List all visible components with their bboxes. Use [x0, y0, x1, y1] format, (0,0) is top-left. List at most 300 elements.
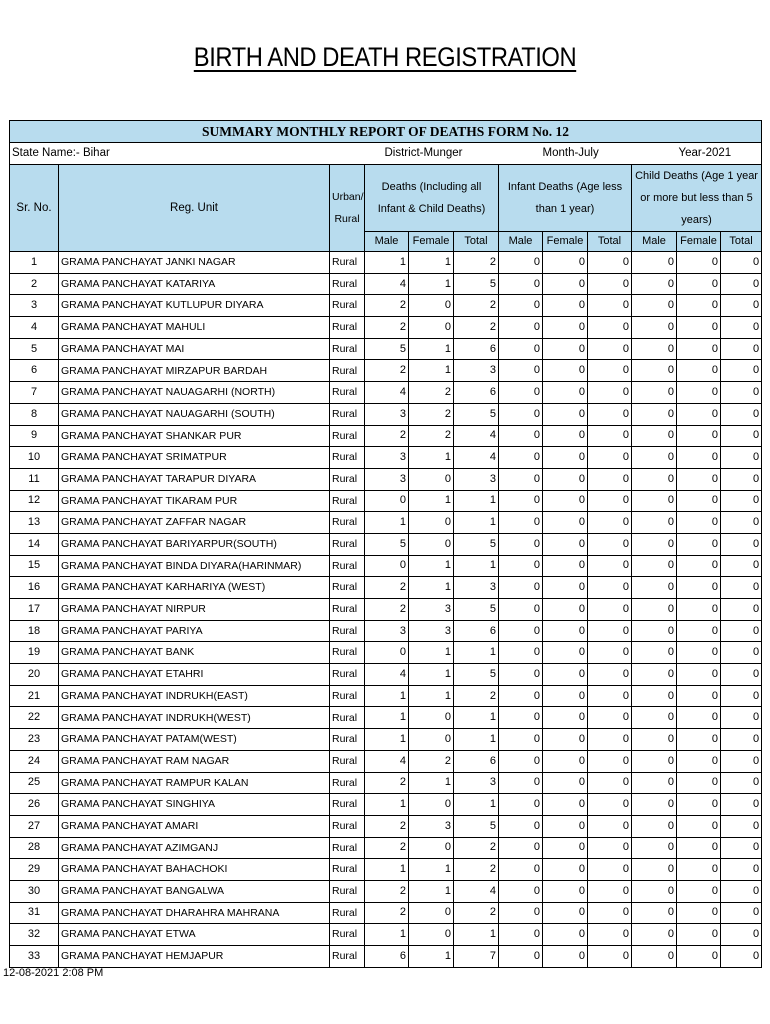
cell-reg-unit: GRAMA PANCHAYAT ZAFFAR NAGAR	[59, 512, 330, 534]
cell-sr-no: 11	[10, 468, 59, 490]
cell-count: 3	[365, 403, 409, 425]
report-title: SUMMARY MONTHLY REPORT OF DEATHS FORM No. 12	[10, 121, 762, 143]
table-row	[10, 946, 762, 968]
cell-count: 5	[454, 533, 499, 555]
cell-urban-rural: Rural	[330, 859, 365, 881]
cell-count: 3	[409, 815, 454, 837]
cell-reg-unit: GRAMA PANCHAYAT SINGHIYA	[59, 794, 330, 816]
cell-urban-rural: Rural	[330, 252, 365, 274]
cell-count: 0	[588, 859, 632, 881]
cell-count: 0	[409, 317, 454, 339]
cell-count: 1	[409, 946, 454, 968]
cell-reg-unit: GRAMA PANCHAYAT BINDA DIYARA(HARINMAR)	[59, 555, 330, 577]
cell-urban-rural: Rural	[330, 533, 365, 555]
cell-count: 2	[454, 317, 499, 339]
cell-count: 6	[454, 750, 499, 772]
cell-count: 0	[543, 382, 588, 404]
cell-count: 0	[499, 946, 543, 968]
cell-count: 0	[409, 707, 454, 729]
cell-sr-no: 30	[10, 880, 59, 902]
cell-count: 7	[454, 946, 499, 968]
cell-count: 0	[721, 577, 762, 599]
cell-count: 1	[365, 252, 409, 274]
cell-count: 1	[454, 512, 499, 534]
table-row	[10, 533, 762, 555]
cell-sr-no: 7	[10, 382, 59, 404]
cell-count: 0	[409, 794, 454, 816]
cell-sr-no: 33	[10, 946, 59, 968]
cell-count: 0	[632, 707, 677, 729]
cell-count: 0	[588, 295, 632, 317]
cell-count: 2	[365, 815, 409, 837]
cell-count: 0	[677, 924, 721, 946]
cell-reg-unit: GRAMA PANCHAYAT INDRUKH(WEST)	[59, 707, 330, 729]
cell-count: 0	[543, 252, 588, 274]
cell-urban-rural: Rural	[330, 512, 365, 534]
table-row	[10, 468, 762, 490]
cell-reg-unit: GRAMA PANCHAYAT HEMJAPUR	[59, 946, 330, 968]
cell-count: 1	[454, 794, 499, 816]
cell-count: 0	[499, 403, 543, 425]
cell-count: 0	[588, 512, 632, 534]
cell-count: 2	[409, 403, 454, 425]
col-urban-rural: Urban/ Rural	[330, 165, 365, 252]
cell-count: 0	[543, 750, 588, 772]
cell-count: 0	[721, 468, 762, 490]
cell-count: 0	[721, 794, 762, 816]
col-sr-no: Sr. No.	[10, 165, 59, 252]
cell-sr-no: 2	[10, 273, 59, 295]
cell-count: 1	[409, 685, 454, 707]
cell-count: 0	[677, 533, 721, 555]
table-row	[10, 902, 762, 924]
cell-count: 5	[454, 403, 499, 425]
cell-count: 0	[543, 577, 588, 599]
cell-count: 4	[365, 750, 409, 772]
cell-count: 0	[677, 902, 721, 924]
table-row	[10, 664, 762, 686]
cell-count: 0	[677, 490, 721, 512]
cell-count: 0	[632, 403, 677, 425]
cell-reg-unit: GRAMA PANCHAYAT NIRPUR	[59, 599, 330, 621]
state-name: State Name:- Bihar	[10, 143, 365, 165]
cell-count: 1	[454, 490, 499, 512]
cell-count: 0	[499, 642, 543, 664]
cell-count: 2	[365, 772, 409, 794]
cell-sr-no: 5	[10, 338, 59, 360]
cell-count: 0	[543, 859, 588, 881]
cell-count: 0	[499, 837, 543, 859]
cell-count: 1	[409, 360, 454, 382]
cell-count: 0	[632, 273, 677, 295]
cell-sr-no: 26	[10, 794, 59, 816]
cell-urban-rural: Rural	[330, 468, 365, 490]
cell-count: 0	[721, 664, 762, 686]
cell-count: 0	[499, 252, 543, 274]
cell-urban-rural: Rural	[330, 577, 365, 599]
cell-count: 0	[632, 946, 677, 968]
cell-urban-rural: Rural	[330, 447, 365, 469]
cell-count: 0	[499, 512, 543, 534]
cell-count: 0	[632, 447, 677, 469]
cell-urban-rural: Rural	[330, 750, 365, 772]
col-child-total: Total	[721, 232, 762, 252]
cell-count: 3	[409, 599, 454, 621]
col-infant-total: Total	[588, 232, 632, 252]
cell-count: 0	[632, 772, 677, 794]
cell-count: 0	[409, 902, 454, 924]
cell-count: 1	[365, 794, 409, 816]
cell-count: 1	[365, 859, 409, 881]
report-month: Month-July	[542, 146, 599, 159]
cell-count: 0	[588, 664, 632, 686]
cell-urban-rural: Rural	[330, 664, 365, 686]
cell-count: 2	[454, 859, 499, 881]
cell-count: 0	[588, 880, 632, 902]
cell-count: 0	[588, 425, 632, 447]
cell-reg-unit: GRAMA PANCHAYAT ETAHRI	[59, 664, 330, 686]
cell-count: 0	[588, 685, 632, 707]
deaths-report-table	[9, 120, 762, 968]
cell-count: 0	[677, 252, 721, 274]
cell-sr-no: 10	[10, 447, 59, 469]
cell-count: 0	[677, 512, 721, 534]
cell-sr-no: 9	[10, 425, 59, 447]
cell-count: 0	[499, 338, 543, 360]
cell-count: 0	[677, 620, 721, 642]
cell-urban-rural: Rural	[330, 403, 365, 425]
cell-count: 2	[409, 750, 454, 772]
cell-count: 0	[721, 685, 762, 707]
cell-count: 1	[454, 642, 499, 664]
cell-sr-no: 3	[10, 295, 59, 317]
cell-count: 1	[409, 447, 454, 469]
cell-count: 0	[677, 642, 721, 664]
cell-count: 0	[499, 772, 543, 794]
cell-count: 0	[721, 750, 762, 772]
district-name: District-Munger	[384, 146, 463, 159]
cell-count: 5	[454, 599, 499, 621]
cell-count: 0	[588, 555, 632, 577]
cell-count: 0	[632, 252, 677, 274]
cell-urban-rural: Rural	[330, 490, 365, 512]
cell-count: 0	[677, 750, 721, 772]
cell-count: 0	[499, 317, 543, 339]
table-row	[10, 252, 762, 274]
cell-count: 0	[632, 750, 677, 772]
cell-count: 4	[454, 425, 499, 447]
table-row	[10, 295, 762, 317]
cell-count: 0	[632, 555, 677, 577]
cell-count: 0	[588, 403, 632, 425]
cell-reg-unit: GRAMA PANCHAYAT MIRZAPUR BARDAH	[59, 360, 330, 382]
cell-count: 1	[409, 642, 454, 664]
cell-count: 1	[454, 729, 499, 751]
cell-count: 0	[588, 273, 632, 295]
cell-sr-no: 21	[10, 685, 59, 707]
table-row	[10, 924, 762, 946]
cell-urban-rural: Rural	[330, 338, 365, 360]
cell-sr-no: 24	[10, 750, 59, 772]
table-row	[10, 880, 762, 902]
cell-count: 1	[409, 555, 454, 577]
cell-count: 0	[499, 490, 543, 512]
cell-urban-rural: Rural	[330, 837, 365, 859]
cell-reg-unit: GRAMA PANCHAYAT DHARAHRA MAHRANA	[59, 902, 330, 924]
cell-count: 0	[632, 837, 677, 859]
cell-count: 0	[677, 425, 721, 447]
cell-count: 0	[543, 468, 588, 490]
cell-count: 0	[588, 382, 632, 404]
cell-count: 0	[632, 338, 677, 360]
col-group-child: Child Deaths (Age 1 year or more but less than 5 years)	[632, 165, 762, 232]
cell-count: 2	[454, 252, 499, 274]
cell-count: 2	[365, 295, 409, 317]
cell-count: 1	[409, 664, 454, 686]
cell-reg-unit: GRAMA PANCHAYAT KARHARIYA (WEST)	[59, 577, 330, 599]
table-row	[10, 685, 762, 707]
cell-count: 0	[632, 317, 677, 339]
cell-count: 1	[454, 924, 499, 946]
cell-count: 0	[721, 946, 762, 968]
cell-count: 0	[721, 425, 762, 447]
cell-count: 2	[365, 837, 409, 859]
footer-timestamp: 12-08-2021 2:08 PM	[3, 967, 104, 979]
cell-count: 0	[543, 425, 588, 447]
table-row	[10, 772, 762, 794]
cell-count: 0	[588, 729, 632, 751]
cell-count: 0	[721, 880, 762, 902]
cell-count: 1	[409, 772, 454, 794]
cell-urban-rural: Rural	[330, 924, 365, 946]
cell-count: 2	[365, 360, 409, 382]
cell-count: 0	[543, 880, 588, 902]
cell-count: 0	[721, 599, 762, 621]
cell-sr-no: 12	[10, 490, 59, 512]
cell-count: 0	[409, 729, 454, 751]
cell-count: 0	[588, 924, 632, 946]
cell-count: 0	[543, 924, 588, 946]
cell-urban-rural: Rural	[330, 599, 365, 621]
cell-count: 0	[721, 642, 762, 664]
cell-count: 0	[677, 468, 721, 490]
cell-urban-rural: Rural	[330, 620, 365, 642]
cell-count: 3	[454, 468, 499, 490]
cell-count: 0	[677, 338, 721, 360]
table-row	[10, 512, 762, 534]
cell-count: 0	[721, 447, 762, 469]
table-row	[10, 338, 762, 360]
cell-count: 0	[588, 317, 632, 339]
cell-count: 0	[588, 338, 632, 360]
cell-sr-no: 32	[10, 924, 59, 946]
col-group-infant: Infant Deaths (Age less than 1 year)	[499, 165, 632, 232]
cell-count: 0	[721, 555, 762, 577]
cell-count: 0	[499, 729, 543, 751]
cell-count: 0	[632, 533, 677, 555]
cell-sr-no: 19	[10, 642, 59, 664]
cell-count: 0	[588, 252, 632, 274]
cell-count: 0	[499, 447, 543, 469]
cell-count: 1	[365, 685, 409, 707]
cell-count: 0	[588, 447, 632, 469]
cell-count: 0	[632, 425, 677, 447]
cell-reg-unit: GRAMA PANCHAYAT BANGALWA	[59, 880, 330, 902]
cell-count: 0	[409, 468, 454, 490]
cell-reg-unit: GRAMA PANCHAYAT PATAM(WEST)	[59, 729, 330, 751]
cell-reg-unit: GRAMA PANCHAYAT BANK	[59, 642, 330, 664]
cell-count: 5	[454, 664, 499, 686]
cell-count: 1	[454, 707, 499, 729]
cell-count: 4	[365, 382, 409, 404]
cell-count: 0	[721, 837, 762, 859]
cell-count: 0	[632, 295, 677, 317]
cell-count: 0	[543, 295, 588, 317]
cell-count: 0	[499, 273, 543, 295]
cell-count: 2	[454, 685, 499, 707]
cell-count: 0	[543, 794, 588, 816]
cell-urban-rural: Rural	[330, 360, 365, 382]
cell-count: 0	[588, 360, 632, 382]
cell-count: 2	[365, 880, 409, 902]
cell-urban-rural: Rural	[330, 772, 365, 794]
cell-reg-unit: GRAMA PANCHAYAT NAUAGARHI (NORTH)	[59, 382, 330, 404]
cell-count: 0	[543, 555, 588, 577]
cell-count: 0	[543, 902, 588, 924]
cell-count: 0	[543, 729, 588, 751]
cell-urban-rural: Rural	[330, 707, 365, 729]
cell-reg-unit: GRAMA PANCHAYAT KATARIYA	[59, 273, 330, 295]
cell-count: 0	[677, 815, 721, 837]
cell-count: 0	[677, 317, 721, 339]
cell-sr-no: 31	[10, 902, 59, 924]
cell-urban-rural: Rural	[330, 880, 365, 902]
cell-sr-no: 1	[10, 252, 59, 274]
cell-count: 3	[409, 620, 454, 642]
col-child-male: Male	[632, 232, 677, 252]
table-row	[10, 794, 762, 816]
cell-count: 0	[721, 772, 762, 794]
cell-count: 1	[365, 512, 409, 534]
cell-count: 0	[543, 772, 588, 794]
cell-count: 0	[632, 924, 677, 946]
table-row	[10, 599, 762, 621]
col-reg-unit: Reg. Unit	[59, 165, 330, 252]
table-row	[10, 360, 762, 382]
cell-count: 1	[365, 707, 409, 729]
cell-count: 0	[632, 360, 677, 382]
cell-count: 0	[677, 946, 721, 968]
cell-count: 0	[677, 794, 721, 816]
cell-sr-no: 18	[10, 620, 59, 642]
cell-urban-rural: Rural	[330, 273, 365, 295]
cell-count: 0	[588, 946, 632, 968]
cell-count: 2	[365, 425, 409, 447]
col-infant-male: Male	[499, 232, 543, 252]
cell-urban-rural: Rural	[330, 425, 365, 447]
table-row	[10, 837, 762, 859]
cell-urban-rural: Rural	[330, 685, 365, 707]
cell-count: 1	[409, 880, 454, 902]
cell-reg-unit: GRAMA PANCHAYAT RAMPUR KALAN	[59, 772, 330, 794]
cell-count: 2	[409, 382, 454, 404]
report-year: Year-2021	[677, 143, 762, 165]
cell-urban-rural: Rural	[330, 382, 365, 404]
cell-count: 0	[588, 707, 632, 729]
cell-count: 6	[365, 946, 409, 968]
cell-count: 0	[632, 382, 677, 404]
cell-count: 0	[588, 577, 632, 599]
cell-count: 5	[454, 273, 499, 295]
cell-count: 0	[543, 946, 588, 968]
cell-count: 0	[632, 642, 677, 664]
cell-count: 2	[454, 837, 499, 859]
col-deaths-male: Male	[365, 232, 409, 252]
cell-count: 0	[499, 664, 543, 686]
cell-reg-unit: GRAMA PANCHAYAT BARIYARPUR(SOUTH)	[59, 533, 330, 555]
cell-sr-no: 27	[10, 815, 59, 837]
cell-count: 0	[632, 794, 677, 816]
cell-urban-rural: Rural	[330, 295, 365, 317]
cell-count: 0	[543, 273, 588, 295]
cell-count: 0	[632, 577, 677, 599]
cell-sr-no: 17	[10, 599, 59, 621]
cell-count: 0	[588, 837, 632, 859]
cell-sr-no: 15	[10, 555, 59, 577]
cell-count: 1	[454, 555, 499, 577]
cell-count: 0	[543, 707, 588, 729]
cell-count: 5	[365, 533, 409, 555]
cell-sr-no: 22	[10, 707, 59, 729]
table-row	[10, 382, 762, 404]
cell-count: 0	[677, 555, 721, 577]
cell-reg-unit: GRAMA PANCHAYAT RAM NAGAR	[59, 750, 330, 772]
cell-count: 0	[721, 620, 762, 642]
cell-count: 0	[677, 577, 721, 599]
cell-count: 0	[721, 707, 762, 729]
cell-count: 2	[365, 599, 409, 621]
cell-count: 0	[365, 555, 409, 577]
cell-count: 0	[409, 295, 454, 317]
table-row	[10, 815, 762, 837]
col-deaths-female: Female	[409, 232, 454, 252]
cell-count: 0	[677, 772, 721, 794]
cell-count: 0	[632, 685, 677, 707]
cell-count: 0	[721, 273, 762, 295]
cell-count: 0	[721, 490, 762, 512]
cell-count: 6	[454, 338, 499, 360]
cell-sr-no: 28	[10, 837, 59, 859]
cell-sr-no: 29	[10, 859, 59, 881]
cell-count: 3	[454, 577, 499, 599]
cell-count: 3	[365, 620, 409, 642]
cell-count: 4	[454, 447, 499, 469]
table-row	[10, 490, 762, 512]
cell-count: 0	[588, 772, 632, 794]
cell-urban-rural: Rural	[330, 815, 365, 837]
cell-count: 6	[454, 620, 499, 642]
cell-count: 0	[721, 533, 762, 555]
cell-count: 2	[365, 902, 409, 924]
cell-count: 0	[543, 599, 588, 621]
cell-count: 0	[409, 837, 454, 859]
cell-count: 0	[365, 490, 409, 512]
cell-count: 0	[632, 620, 677, 642]
cell-count: 0	[543, 360, 588, 382]
cell-urban-rural: Rural	[330, 642, 365, 664]
table-row	[10, 859, 762, 881]
cell-count: 2	[365, 577, 409, 599]
